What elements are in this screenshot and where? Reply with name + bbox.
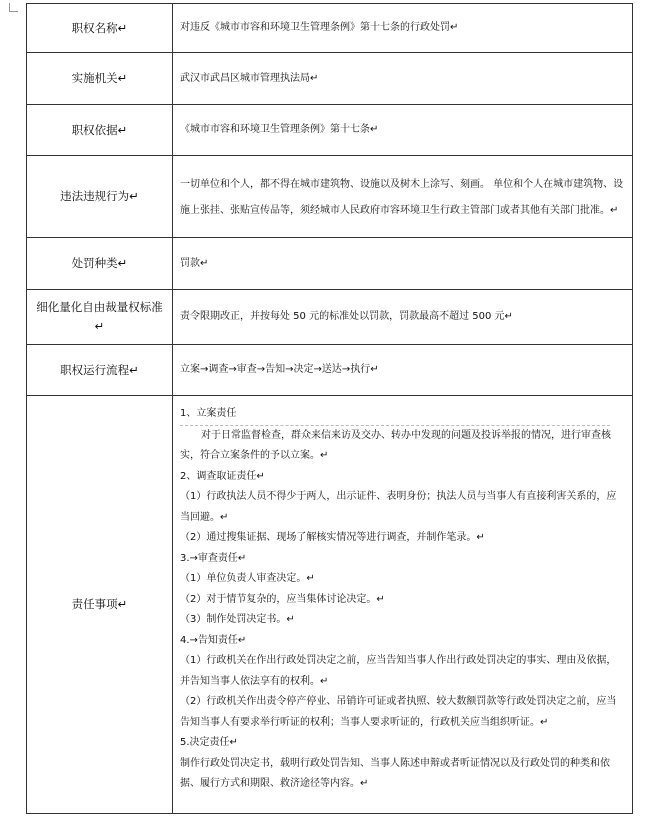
label-discretion-standard: 细化量化自由裁量权标准↵ bbox=[27, 290, 173, 345]
label-workflow: 职权运行流程↵ bbox=[27, 345, 173, 396]
table-row bbox=[27, 290, 633, 345]
table-row bbox=[27, 238, 633, 290]
value-violation: 一切单位和个人，都不得在城市建筑物、设施以及树木上涂写、刻画。 单位和个人在城市建筑物、设施上张挂、张贴宣传品等，须经城市人民政府市容环境卫生行政主管部门或者其他有关部门批准。↵ bbox=[173, 156, 633, 238]
value-discretion-standard: 责令限期改正，并按每处 50 元的标准处以罚款，罚款最高不超过 500 元↵ bbox=[173, 290, 633, 345]
resp-para: （2）通过搜集证据、现场了解核实情况等进行调查，并制作笔录。↵ bbox=[180, 532, 485, 543]
power-list-table bbox=[26, 3, 633, 814]
label-responsibility: 责任事项↵ bbox=[27, 396, 173, 814]
resp-para: 4.→告知责任↵ bbox=[180, 634, 247, 646]
table-row bbox=[27, 396, 633, 814]
label-implementing-agency: 实施机关↵ bbox=[27, 53, 173, 105]
value-penalty-type: 罚款↵ bbox=[173, 238, 633, 290]
resp-para: （3）制作处罚决定书。↵ bbox=[180, 614, 295, 625]
resp-para: 制作行政处罚决定书，载明行政处罚告知、当事人陈述申辩或者听证情况以及行政处罚的种类和依据、履行方式和期限、救济途径等内容。↵ bbox=[180, 757, 610, 789]
label-penalty-type: 处罚种类↵ bbox=[27, 238, 173, 290]
resp-para: （2）对于情节复杂的，应当集体讨论决定。↵ bbox=[180, 593, 385, 605]
table-row bbox=[27, 4, 633, 53]
resp-para: 3.→审查责任↵ bbox=[180, 552, 247, 564]
resp-para: 5.决定责任↵ bbox=[180, 737, 238, 748]
value-responsibility bbox=[173, 396, 633, 814]
value-legal-basis: 《城市市容和环境卫生管理条例》第十七条↵ bbox=[173, 105, 633, 156]
table-row bbox=[27, 105, 633, 156]
table-row bbox=[27, 53, 633, 105]
resp-para: （1）行政执法人员不得少于两人，出示证件、表明身份；执法人员与当事人有直接利害关系的，应当回避。↵ bbox=[180, 491, 617, 523]
corner-mark-top-left bbox=[9, 3, 18, 12]
resp-para: 2、调查取证责任↵ bbox=[180, 470, 265, 482]
label-power-name: 职权名称↵ bbox=[27, 4, 173, 53]
resp-para: （1）单位负责人审查决定。↵ bbox=[180, 573, 315, 584]
resp-para: 1、立案责任 bbox=[180, 404, 610, 426]
resp-para: （2）行政机关作出责令停产停业、吊销许可证或者执照、较大数额罚款等行政处罚决定之前，应当告知当事人有要求举行听证的权利；当事人要求听证的，行政机关应当组织听证。↵ bbox=[180, 696, 617, 728]
value-power-name: 对违反《城市市容和环境卫生管理条例》第十七条的行政处罚↵ bbox=[173, 4, 633, 53]
table-row bbox=[27, 156, 633, 238]
resp-para: （1）行政机关在作出行政处罚决定之前，应当告知当事人作出行政处罚决定的事实、理由及依据，并告知当事人依法享有的权利。↵ bbox=[180, 655, 617, 687]
resp-para: 对于日常监督检查，群众来信来访及交办、转办中发现的问题及投诉举报的情况，进行审查核实，符合立案条件的予以立案。↵ bbox=[180, 429, 611, 461]
table-row bbox=[27, 345, 633, 396]
label-violation: 违法违规行为↵ bbox=[27, 156, 173, 238]
value-implementing-agency: 武汉市武昌区城市管理执法局↵ bbox=[173, 53, 633, 105]
label-legal-basis: 职权依据↵ bbox=[27, 105, 173, 156]
value-workflow: 立案→调查→审查→告知→决定→送达→执行↵ bbox=[173, 345, 633, 396]
